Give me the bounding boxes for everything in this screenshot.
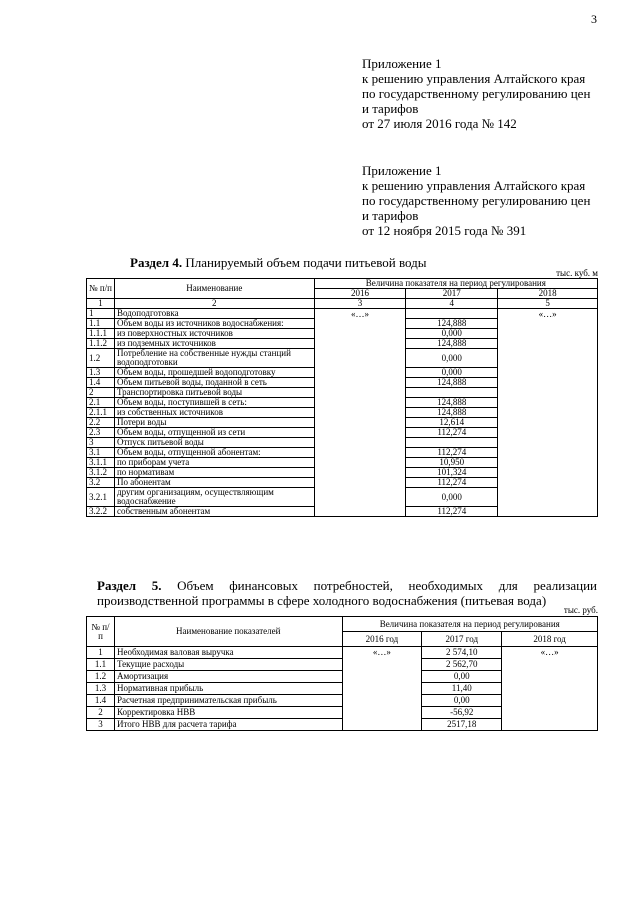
row-name: из подземных источников bbox=[114, 339, 314, 349]
financial-needs-table bbox=[86, 616, 598, 731]
row-num: 3.1.1 bbox=[87, 458, 115, 468]
row-num: 1 bbox=[87, 647, 115, 659]
row-num: 3 bbox=[87, 438, 115, 448]
row-num: 1.4 bbox=[87, 695, 115, 707]
appendix-line: по государственному регулированию цен bbox=[362, 86, 591, 101]
row-value-2017: 124,888 bbox=[406, 408, 498, 418]
row-value-2017: 0,000 bbox=[406, 329, 498, 339]
row-value-2017: 10,950 bbox=[406, 458, 498, 468]
row-name: Потребление на собственные нужды станций водоподготовки bbox=[114, 349, 314, 368]
row-num: 1.1.1 bbox=[87, 329, 115, 339]
col-index: 2 bbox=[114, 299, 314, 309]
row-value-2017: 124,888 bbox=[406, 378, 498, 388]
page-number: 3 bbox=[591, 12, 597, 26]
row-num: 3.1.2 bbox=[87, 468, 115, 478]
row-value-2017: 2517,18 bbox=[422, 719, 502, 731]
row-value-2017: 112,274 bbox=[406, 448, 498, 458]
row-name: Объем питьевой воды, поданной в сеть bbox=[114, 378, 314, 388]
col-index: 3 bbox=[314, 299, 406, 309]
row-name: по приборам учета bbox=[114, 458, 314, 468]
row-num: 2.1 bbox=[87, 398, 115, 408]
row-num: 3.2.1 bbox=[87, 488, 115, 507]
row-num: 2 bbox=[87, 707, 115, 719]
row-name: Объем воды, отпущенной абонентам: bbox=[114, 448, 314, 458]
header-2018: 2018 bbox=[498, 289, 598, 299]
row-name: собственным абонентам bbox=[114, 507, 314, 517]
row-num: 1 bbox=[87, 309, 115, 319]
row-name: Объем воды из источников водоснабжения: bbox=[114, 319, 314, 329]
row-value-2017: -56,92 bbox=[422, 707, 502, 719]
header-num: № п/п bbox=[87, 279, 115, 299]
row-name: Амортизация bbox=[114, 671, 342, 683]
section5-units: тыс. руб. bbox=[563, 605, 598, 615]
row-name: Нормативная прибыль bbox=[114, 683, 342, 695]
header-period: Величина показателя на период регулирования bbox=[342, 617, 597, 632]
row-name: Водоподготовка bbox=[114, 309, 314, 319]
row-value-2017 bbox=[406, 438, 498, 448]
col-index: 5 bbox=[498, 299, 598, 309]
row-num: 2.3 bbox=[87, 428, 115, 438]
row-value-2017 bbox=[406, 309, 498, 319]
value-2018-placeholder: «…» bbox=[502, 647, 598, 731]
row-name: Объем воды, поступившей в сеть: bbox=[114, 398, 314, 408]
row-name: Объем воды, прошедшей водоподготовку bbox=[114, 368, 314, 378]
header-2017: 2017 bbox=[406, 289, 498, 299]
appendix-line: к решению управления Алтайского края bbox=[362, 178, 586, 193]
row-value-2017: 2 562,70 bbox=[422, 659, 502, 671]
row-name: из поверхностных источников bbox=[114, 329, 314, 339]
row-num: 1.2 bbox=[87, 349, 115, 368]
row-name: по нормативам bbox=[114, 468, 314, 478]
appendix-line: от 12 ноября 2015 года № 391 bbox=[362, 223, 527, 238]
row-value-2017: 124,888 bbox=[406, 339, 498, 349]
appendix-line: Приложение 1 bbox=[362, 163, 442, 178]
row-num: 1.1 bbox=[87, 659, 115, 671]
row-value-2017: 2 574,10 bbox=[422, 647, 502, 659]
section4-title-bold: Раздел 4. bbox=[130, 255, 183, 270]
header-2016: 2016 bbox=[314, 289, 406, 299]
header-num: № п/п bbox=[87, 617, 115, 647]
row-name: Объем воды, отпущенной из сети bbox=[114, 428, 314, 438]
row-value-2017: 0,00 bbox=[422, 695, 502, 707]
row-value-2017: 0,000 bbox=[406, 349, 498, 368]
row-name: Отпуск питьевой воды bbox=[114, 438, 314, 448]
row-value-2017: 0,000 bbox=[406, 368, 498, 378]
row-name: Потери воды bbox=[114, 418, 314, 428]
header-2018: 2018 год bbox=[502, 632, 598, 647]
header-2016: 2016 год bbox=[342, 632, 422, 647]
appendix-line: от 27 июля 2016 года № 142 bbox=[362, 116, 517, 131]
row-value-2017: 124,888 bbox=[406, 398, 498, 408]
row-num: 3 bbox=[87, 719, 115, 731]
appendix-current bbox=[362, 56, 590, 131]
row-num: 2 bbox=[87, 388, 115, 398]
row-value-2017: 12,614 bbox=[406, 418, 498, 428]
section4-title-text: Планируемый объем подачи питьевой воды bbox=[182, 255, 427, 270]
table-row bbox=[87, 309, 598, 319]
section5-title bbox=[97, 578, 597, 608]
row-num: 1.3 bbox=[87, 368, 115, 378]
value-2016-placeholder: «…» bbox=[342, 647, 422, 731]
row-num: 1.3 bbox=[87, 683, 115, 695]
row-value-2017: 124,888 bbox=[406, 319, 498, 329]
row-num: 1.1.2 bbox=[87, 339, 115, 349]
row-name: Корректировка НВВ bbox=[114, 707, 342, 719]
row-name: из собственных источников bbox=[114, 408, 314, 418]
row-num: 1.4 bbox=[87, 378, 115, 388]
row-name: По абонентам bbox=[114, 478, 314, 488]
row-value-2017: 112,274 bbox=[406, 507, 498, 517]
header-name: Наименование bbox=[114, 279, 314, 299]
row-num: 2.1.1 bbox=[87, 408, 115, 418]
header-2017: 2017 год bbox=[422, 632, 502, 647]
col-index: 1 bbox=[87, 299, 115, 309]
appendix-previous bbox=[362, 163, 590, 238]
row-num: 3.2.2 bbox=[87, 507, 115, 517]
row-num: 2.2 bbox=[87, 418, 115, 428]
row-value-2017: 112,274 bbox=[406, 478, 498, 488]
row-value-2017: 0,00 bbox=[422, 671, 502, 683]
value-2016-placeholder: «…» bbox=[314, 309, 406, 517]
row-value-2017 bbox=[406, 388, 498, 398]
appendix-line: по государственному регулированию цен bbox=[362, 193, 591, 208]
appendix-line: и тарифов bbox=[362, 208, 419, 223]
row-num: 3.1 bbox=[87, 448, 115, 458]
row-name: Текущие расходы bbox=[114, 659, 342, 671]
planned-volume-table bbox=[86, 278, 598, 517]
row-num: 3.2 bbox=[87, 478, 115, 488]
row-name: Транспортировка питьевой воды bbox=[114, 388, 314, 398]
row-value-2017: 11,40 bbox=[422, 683, 502, 695]
section5-title-bold: Раздел 5. bbox=[97, 578, 162, 593]
row-num: 1.2 bbox=[87, 671, 115, 683]
row-value-2017: 112,274 bbox=[406, 428, 498, 438]
row-num: 1.1 bbox=[87, 319, 115, 329]
appendix-line: Приложение 1 bbox=[362, 56, 442, 71]
section4-units: тыс. куб. м bbox=[556, 268, 598, 278]
row-name: другим организациям, осуществляющим водоснабжение bbox=[114, 488, 314, 507]
row-name: Итого НВВ для расчета тарифа bbox=[114, 719, 342, 731]
appendix-line: к решению управления Алтайского края bbox=[362, 71, 586, 86]
row-value-2017: 0,000 bbox=[406, 488, 498, 507]
col-index: 4 bbox=[406, 299, 498, 309]
section5-title-text: Объем финансовых потребностей, необходимых для реализации производственной программы в сфере холодного водоснабжения (питьевая вода) bbox=[97, 578, 597, 608]
header-name: Наименование показателей bbox=[114, 617, 342, 647]
row-value-2017: 101,324 bbox=[406, 468, 498, 478]
row-name: Расчетная предпринимательская прибыль bbox=[114, 695, 342, 707]
appendix-line: и тарифов bbox=[362, 101, 419, 116]
row-name: Необходимая валовая выручка bbox=[114, 647, 342, 659]
table-row bbox=[87, 647, 598, 659]
header-period: Величина показателя на период регулирования bbox=[314, 279, 597, 289]
value-2018-placeholder: «…» bbox=[498, 309, 598, 517]
section4-title bbox=[130, 255, 427, 270]
